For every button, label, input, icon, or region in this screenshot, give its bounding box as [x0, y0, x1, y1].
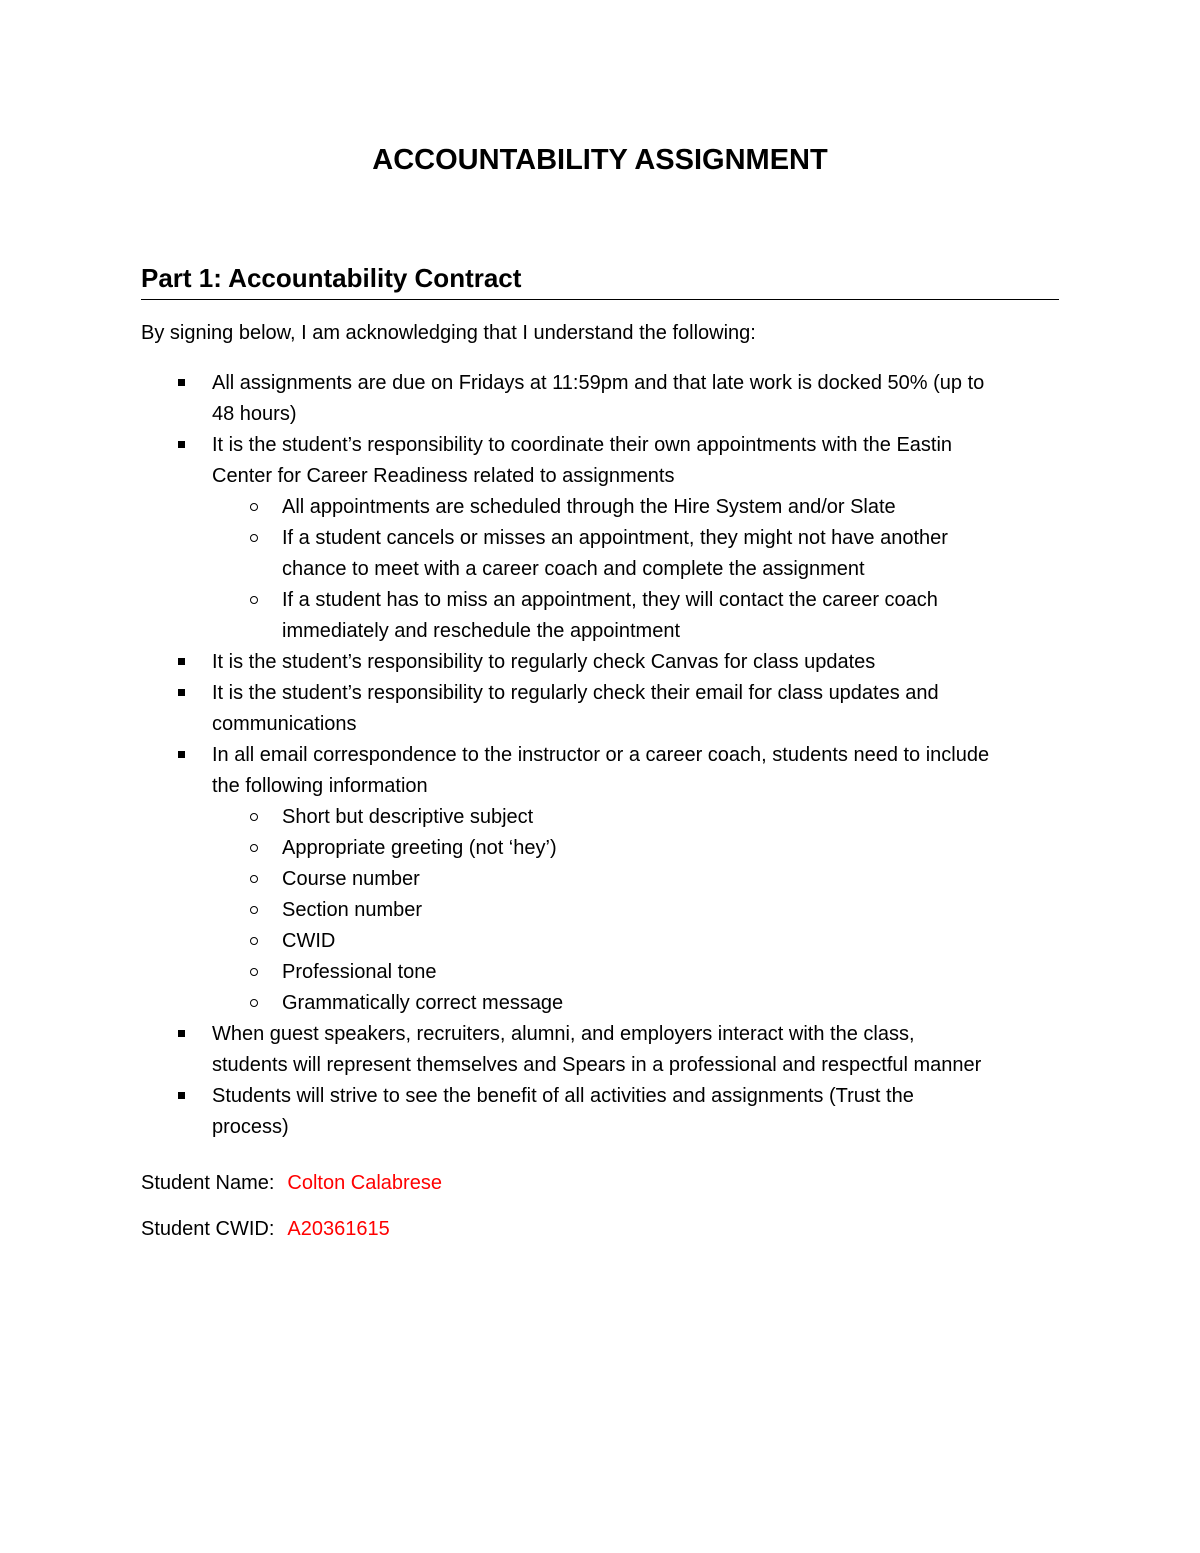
- list-item-text: Center for Career Readiness related to assignments: [212, 465, 675, 487]
- circle-bullet-icon: [250, 999, 258, 1007]
- sub-list-item-text: If a student has to miss an appointment, they will contact the career coach: [282, 589, 938, 611]
- list-item-text: It is the student’s responsibility to regularly check their email for class updates and: [212, 682, 939, 704]
- sub-list-item-text: immediately and reschedule the appointment: [282, 620, 681, 642]
- list-item: [141, 678, 1059, 740]
- square-bullet-icon: [178, 658, 185, 665]
- sub-list-item-text: Appropriate greeting (not ‘hey’): [282, 837, 557, 859]
- list-item-text: It is the student’s responsibility to coordinate their own appointments with the Eastin: [212, 434, 953, 456]
- list-item-text: All assignments are due on Fridays at 11:59pm and that late work is docked 50% (up to: [212, 372, 985, 394]
- sub-list-item: [141, 523, 1059, 585]
- square-bullet-icon: [178, 441, 185, 448]
- sub-list-item-text: Section number: [282, 899, 423, 921]
- heading-underline: [141, 299, 1059, 300]
- student-cwid-row: [141, 1218, 390, 1241]
- sub-list-item-text: Grammatically correct message: [282, 992, 564, 1014]
- list-item-text: When guest speakers, recruiters, alumni, and employers interact with the class,: [212, 1023, 915, 1045]
- sub-list-item: [141, 895, 1059, 926]
- student-cwid-value: A20361615: [287, 1218, 390, 1240]
- list-item-text: 48 hours): [212, 403, 297, 425]
- sub-list-item-text: Short but descriptive subject: [282, 806, 534, 828]
- list-item: [141, 647, 1059, 678]
- student-name-label: Student Name:: [141, 1172, 275, 1194]
- list-item-text: It is the student’s responsibility to regularly check Canvas for class updates: [212, 651, 876, 673]
- student-cwid-label: Student CWID:: [141, 1218, 275, 1240]
- list-item: [141, 740, 1059, 802]
- list-item-text: communications: [212, 713, 357, 735]
- square-bullet-icon: [178, 1030, 185, 1037]
- sub-list-item: [141, 833, 1059, 864]
- square-bullet-icon: [178, 751, 185, 758]
- circle-bullet-icon: [250, 968, 258, 976]
- sub-list-item: [141, 957, 1059, 988]
- sub-list-item: [141, 926, 1059, 957]
- circle-bullet-icon: [250, 875, 258, 883]
- sub-list-item-text: Course number: [282, 868, 420, 890]
- circle-bullet-icon: [250, 906, 258, 914]
- circle-bullet-icon: [250, 813, 258, 821]
- list-item-text: process): [212, 1116, 289, 1138]
- student-name-row: [141, 1172, 442, 1195]
- part-heading: Part 1: Accountability Contract: [141, 263, 522, 293]
- list-item: [141, 1081, 1059, 1143]
- square-bullet-icon: [178, 379, 185, 386]
- sub-list-item-text: chance to meet with a career coach and complete the assignment: [282, 558, 865, 580]
- sub-list-item-text: CWID: [282, 930, 336, 952]
- document-title: ACCOUNTABILITY ASSIGNMENT: [372, 144, 828, 176]
- list-item: [141, 368, 1059, 430]
- circle-bullet-icon: [250, 937, 258, 945]
- sub-list-item: [141, 492, 1059, 523]
- circle-bullet-icon: [250, 596, 258, 604]
- sub-list-item: [141, 864, 1059, 895]
- list-item-text: students will represent themselves and Spears in a professional and respectful manner: [212, 1054, 982, 1076]
- list-item-text: the following information: [212, 775, 428, 797]
- contract-list: [141, 368, 1059, 1143]
- list-item-text: In all email correspondence to the instructor or a career coach, students need to include: [212, 744, 990, 766]
- sub-list-item: [141, 585, 1059, 647]
- circle-bullet-icon: [250, 503, 258, 511]
- circle-bullet-icon: [250, 534, 258, 542]
- sub-list-item-text: If a student cancels or misses an appointment, they might not have another: [282, 527, 948, 549]
- list-item: [141, 1019, 1059, 1081]
- circle-bullet-icon: [250, 844, 258, 852]
- sub-list-item-text: Professional tone: [282, 961, 437, 983]
- square-bullet-icon: [178, 1092, 185, 1099]
- square-bullet-icon: [178, 689, 185, 696]
- sub-list-item: [141, 988, 1059, 1019]
- list-item-text: Students will strive to see the benefit of all activities and assignments (Trust the: [212, 1085, 914, 1107]
- student-name-value: Colton Calabrese: [287, 1172, 442, 1194]
- sub-list-item: [141, 802, 1059, 833]
- sub-list-item-text: All appointments are scheduled through the Hire System and/or Slate: [282, 496, 896, 518]
- list-item: [141, 430, 1059, 492]
- intro-text: By signing below, I am acknowledging that I understand the following:: [141, 322, 756, 344]
